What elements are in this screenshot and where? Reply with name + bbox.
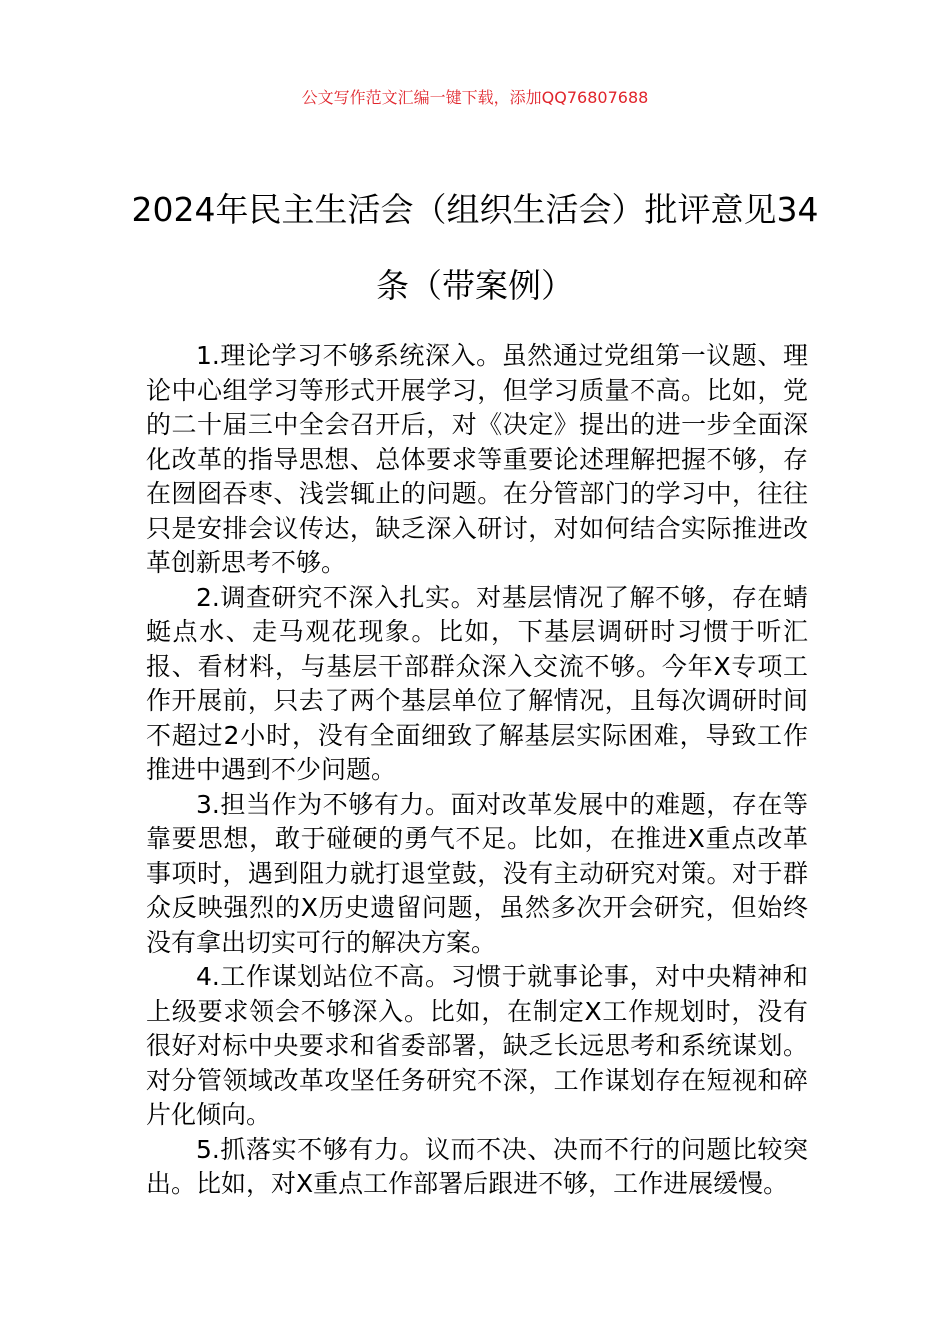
paragraph-3: 3.担当作为不够有力。面对改革发展中的难题，存在等靠要思想，敢于碰硬的勇气不足。比如，在推进X重点改革事项时，遇到阻力就打退堂鼓，没有主动研究对策。对于群众反映强烈的X历史遗留问题，虽然多次开会研究，但始终没有拿出切实可行的解决方案。 — [146, 789, 808, 957]
paragraph-5: 5.抓落实不够有力。议而不决、决而不行的问题比较突出。比如，对X重点工作部署后跟进不够，工作进展缓慢。 — [146, 1134, 808, 1198]
paragraph-4: 4.工作谋划站位不高。习惯于就事论事，对中央精神和上级要求领会不够深入。比如，在制定X工作规划时，没有很好对标中央要求和省委部署，缺乏长远思考和系统谋划。对分管领域改革攻坚任务研究不深，工作谋划存在短视和碎片化倾向。 — [146, 962, 808, 1129]
document-body — [146, 339, 808, 1202]
promo-header: 公文写作范文汇编一键下载，添加QQ76807688 — [301, 88, 649, 107]
document-title: 2024年民主生活会（组织生活会）批评意见34条（带案例） — [131, 190, 819, 305]
paragraph-1: 1.理论学习不够系统深入。虽然通过党组第一议题、理论中心组学习等形式开展学习，但学习质量不高。比如，党的二十届三中全会召开后，对《决定》提出的进一步全面深化改革的指导思想、总体要求等重要论述理解把握不够，存在囫囵吞枣、浅尝辄止的问题。在分管部门的学习中，往往只是安排会议传达，缺乏深入研讨，对如何结合实际推进改革创新思考不够。 — [146, 341, 808, 577]
paragraph-2: 2.调查研究不深入扎实。对基层情况了解不够，存在蜻蜓点水、走马观花现象。比如，下基层调研时习惯于听汇报、看材料，与基层干部群众深入交流不够。今年X专项工作开展前，只去了两个基层单位了解情况，且每次调研时间不超过2小时，没有全面细致了解基层实际困难，导致工作推进中遇到不少问题。 — [146, 582, 808, 784]
